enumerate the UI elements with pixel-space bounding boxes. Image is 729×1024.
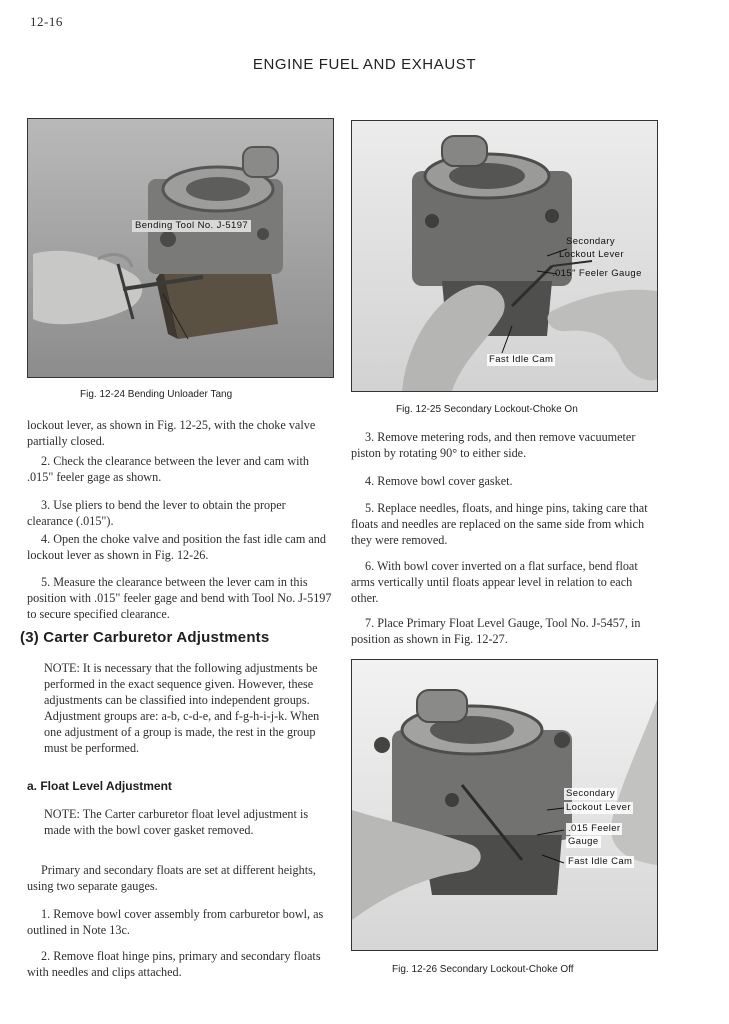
- step-5-replace-needles: 5. Replace needles, floats, and hinge pins, taking care that floats and needles are replaced on the same side from which they were removed.: [351, 501, 648, 547]
- figure-12-24-caption: Fig. 12-24 Bending Unloader Tang: [80, 389, 233, 400]
- subheading-float-level: a. Float Level Adjustment: [27, 779, 172, 793]
- page-number: 12-16: [30, 14, 63, 29]
- step-1-remove-bowl-cover: 1. Remove bowl cover assembly from carburetor bowl, as outlined in Note 13c.: [27, 907, 324, 937]
- step-2-check-clearance: 2. Check the clearance between the lever and cam with .015" feeler gage as shown.: [27, 454, 309, 484]
- carburetor-bending-illustration: [28, 119, 333, 377]
- callout-fast-idle-cam: Fast Idle Cam: [489, 354, 554, 365]
- callout-feeler-2: .015 Feeler: [568, 823, 621, 834]
- callout-lockout-lever-2: Lockout Lever: [566, 802, 631, 813]
- section-heading-carter: (3) Carter Carburetor Adjustments: [20, 629, 270, 646]
- note-float-level: NOTE: The Carter carburetor float level adjustment is made with the bowl cover gasket removed.: [44, 807, 309, 837]
- paragraph-floats: Primary and secondary floats are set at different heights, using two separate gauges.: [27, 863, 316, 893]
- step-3-bend-lever: 3. Use pliers to bend the lever to obtain the proper clearance (.015").: [27, 498, 286, 528]
- callout-secondary: Secondary: [566, 236, 616, 247]
- figure-12-26-caption: Fig. 12-26 Secondary Lockout-Choke Off: [392, 964, 574, 975]
- step-4-remove-gasket: 4. Remove bowl cover gasket.: [365, 474, 513, 488]
- step-4-open-choke: 4. Open the choke valve and position the fast idle cam and lockout lever as shown in Fig. 12-26.: [27, 532, 326, 562]
- step-5-measure-clearance: 5. Measure the clearance between the lever cam in this position with .015" feeler gage and bend with Tool No. J-5197 to secure specified clearance.: [27, 575, 332, 621]
- note-adjustment-sequence: NOTE: It is necessary that the following adjustments be performed in the exact sequence given. However, these adjustments can be classified into independent groups. Adjustment groups are: a-b, c-d-e, and f-g-h-i-j-k. When one adjustment of a group is made, the rest in the group must be performed.: [44, 661, 320, 755]
- step-2-remove-float-pins: 2. Remove float hinge pins, primary and secondary floats with needles and clips attached.: [27, 949, 321, 979]
- figure-12-24-photo: [27, 118, 334, 378]
- figure-12-25-caption: Fig. 12-25 Secondary Lockout-Choke On: [396, 404, 578, 415]
- step-7-place-gauge: 7. Place Primary Float Level Gauge, Tool No. J-5457, in position as shown in Fig. 12-27.: [351, 616, 641, 646]
- step-3-remove-metering-rods: 3. Remove metering rods, and then remove vacuumeter piston by rotating 90° to either side.: [351, 430, 636, 460]
- callout-gauge-2: Gauge: [568, 836, 599, 847]
- paragraph-lockout: lockout lever, as shown in Fig. 12-25, with the choke valve partially closed.: [27, 418, 316, 448]
- page-title: ENGINE FUEL AND EXHAUST: [252, 56, 477, 73]
- callout-secondary-2: Secondary: [566, 788, 616, 799]
- callout-feeler-gauge: .015" Feeler Gauge: [552, 268, 642, 279]
- step-6-bend-float-arms: 6. With bowl cover inverted on a flat surface, bend float arms vertically until floats appear level in relation to each other.: [351, 559, 638, 605]
- callout-fast-idle-cam-2: Fast Idle Cam: [568, 856, 633, 867]
- callout-lockout-lever: Lockout Lever: [559, 249, 624, 260]
- callout-bending-tool: Bending Tool No. J-5197: [132, 220, 251, 232]
